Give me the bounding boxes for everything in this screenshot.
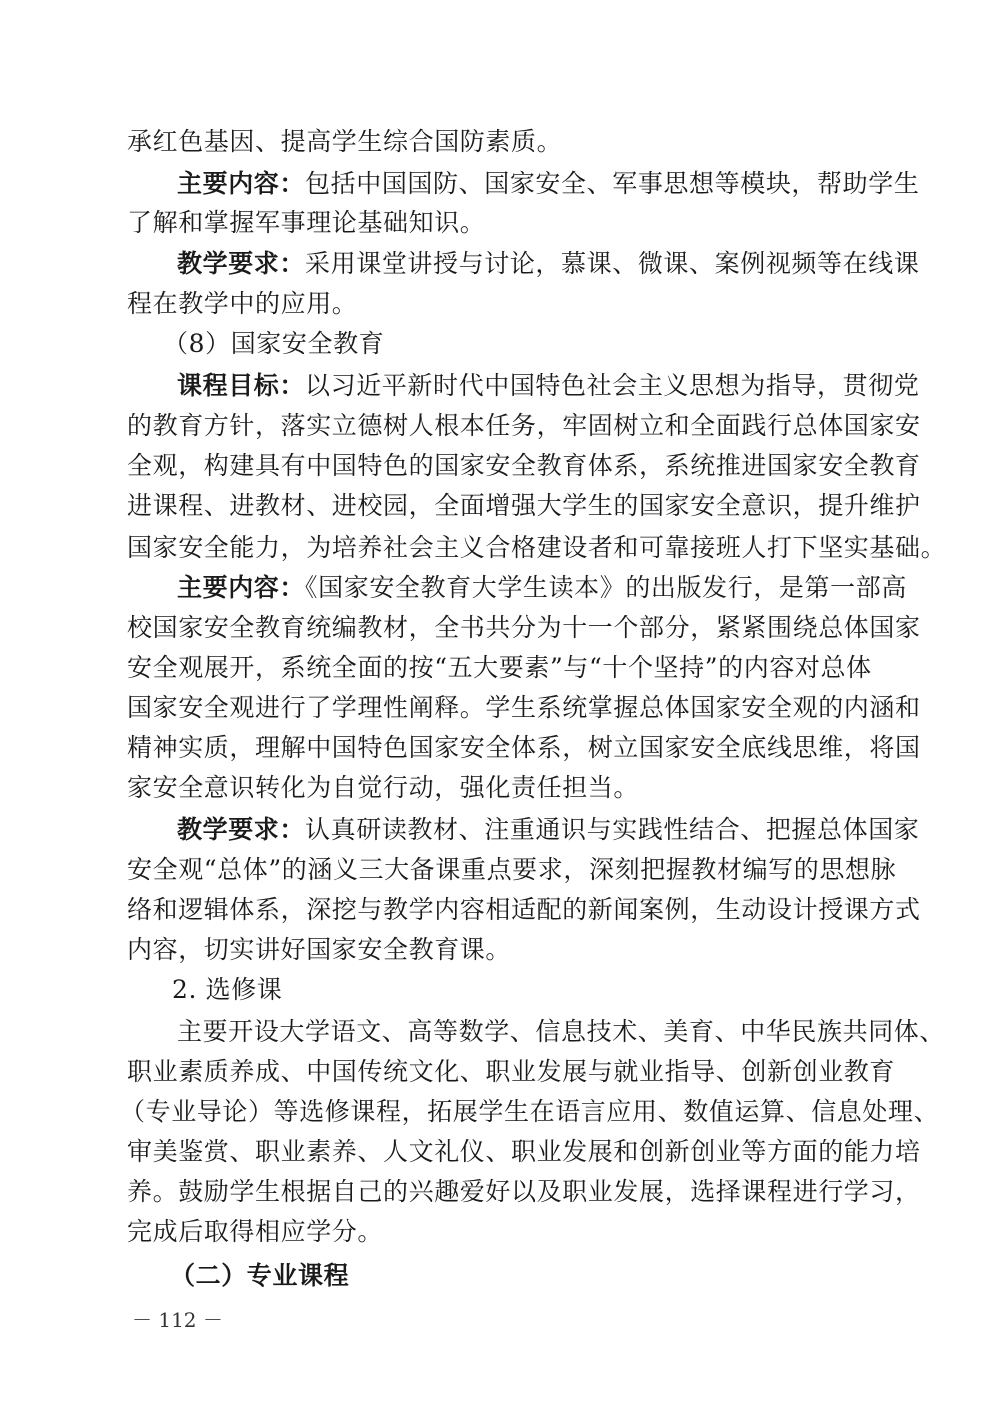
text-line: 程在教学中的应用。 (127, 289, 358, 318)
text-line: 主要内容：包括中国国防、国家安全、军事思想等模块，帮助学生 (177, 169, 920, 198)
text-line: 教学要求：认真研读教材、注重通识与实践性结合、把握总体国家 (177, 815, 920, 844)
text-line: 内容，切实讲好国家安全教育课。 (127, 935, 512, 964)
section-heading: （8）国家安全教育 (163, 329, 385, 358)
text-line: 职业素质养成、中国传统文化、职业发展与就业指导、创新创业教育 (127, 1057, 896, 1086)
text-line: 家安全意识转化为自觉行动，强化责任担当。 (127, 773, 640, 802)
text-line: 审美鉴赏、职业素养、人文礼仪、职业发展和创新创业等方面的能力培 (127, 1137, 921, 1166)
text-line: （专业导论）等选修课程，拓展学生在语言应用、数值运算、信息处理、 (120, 1097, 940, 1126)
section-heading: 2. 选修课 (172, 975, 283, 1004)
text-line: 了解和掌握军事理论基础知识。 (127, 208, 486, 237)
text-line: 课程目标：以习近平新时代中国特色社会主义思想为指导，贯彻党 (177, 371, 920, 400)
text-line: 完成后取得相应学分。 (127, 1217, 384, 1246)
section-heading: （二）专业课程 (170, 1261, 350, 1290)
text-line: 安全观“总体”的涵义三大备课重点要求，深刻把握教材编写的思想脉 (127, 855, 897, 884)
page-number: － 112 － (132, 1308, 223, 1332)
text-line: 国家安全能力，为培养社会主义合格建设者和可靠接班人打下坚实基础。 (127, 533, 947, 562)
text-line: 主要内容：《国家安全教育大学生读本》的出版发行，是第一部高 (177, 573, 907, 602)
text-line: 养。鼓励学生根据自己的兴趣爱好以及职业发展，选择课程进行学习， (127, 1177, 921, 1206)
text-line: 络和逻辑体系，深挖与教学内容相适配的新闻案例，生动设计授课方式 (127, 895, 921, 924)
text-line: 教学要求：采用课堂讲授与讨论，慕课、微课、案例视频等在线课 (177, 249, 920, 278)
text-line: 的教育方针，落实立德树人根本任务，牢固树立和全面践行总体国家安 (127, 411, 921, 440)
text-line: 全观，构建具有中国特色的国家安全教育体系，系统推进国家安全教育 (127, 451, 921, 480)
text-line: 主要开设大学语文、高等数学、信息技术、美育、中华民族共同体、 (177, 1017, 946, 1046)
text-line: 精神实质，理解中国特色国家安全体系，树立国家安全底线思维，将国 (127, 733, 921, 762)
text-line: 校国家安全教育统编教材，全书共分为十一个部分，紧紧围绕总体国家 (127, 613, 921, 642)
text-line: 安全观展开，系统全面的按“五大要素”与“十个坚持”的内容对总体 (127, 653, 872, 682)
text-line: 承红色基因、提高学生综合国防素质。 (127, 127, 563, 156)
text-line: 进课程、进教材、进校园，全面增强大学生的国家安全意识，提升维护 (127, 491, 921, 520)
text-line: 国家安全观进行了学理性阐释。学生系统掌握总体国家安全观的内涵和 (127, 693, 921, 722)
